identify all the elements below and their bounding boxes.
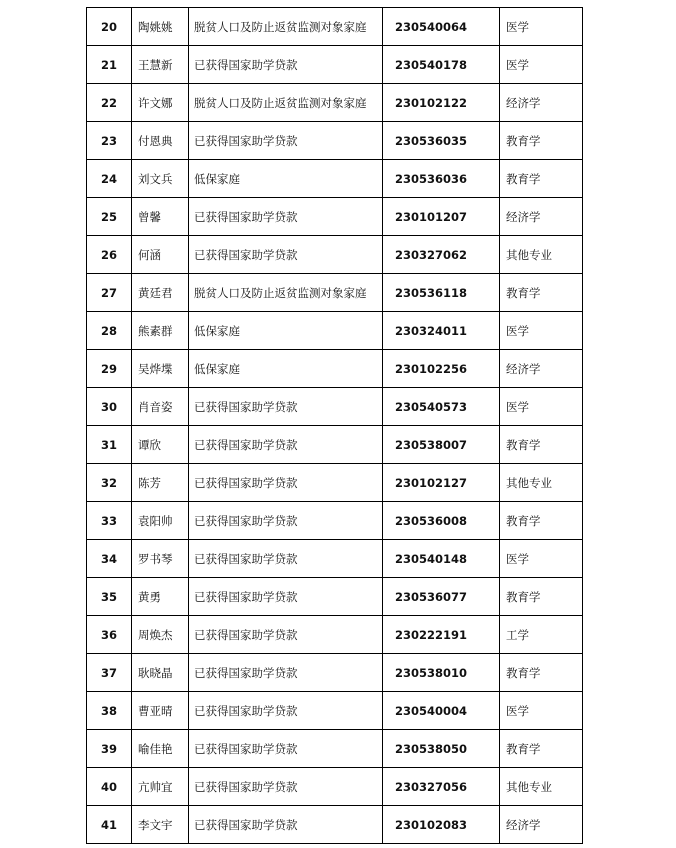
row-number-cell: 33 [87, 502, 132, 540]
aid-category-cell: 已获得国家助学贷款 [189, 540, 383, 578]
major-cell: 医学 [500, 8, 583, 46]
aid-category-cell: 已获得国家助学贷款 [189, 806, 383, 844]
aid-category-cell: 已获得国家助学贷款 [189, 426, 383, 464]
student-name-cell: 罗书琴 [132, 540, 189, 578]
aid-category-cell: 已获得国家助学贷款 [189, 46, 383, 84]
table-row [87, 350, 583, 388]
aid-category-cell: 已获得国家助学贷款 [189, 654, 383, 692]
major-cell: 教育学 [500, 122, 583, 160]
table-row [87, 692, 583, 730]
student-id-cell: 230327056 [383, 768, 500, 806]
major-cell: 教育学 [500, 502, 583, 540]
student-id-cell: 230538050 [383, 730, 500, 768]
major-cell: 其他专业 [500, 768, 583, 806]
major-cell: 教育学 [500, 426, 583, 464]
student-name-cell: 刘文兵 [132, 160, 189, 198]
major-cell: 其他专业 [500, 464, 583, 502]
student-name-cell: 亢帅宜 [132, 768, 189, 806]
table-row [87, 540, 583, 578]
aid-category-cell: 脱贫人口及防止返贫监测对象家庭 [189, 8, 383, 46]
major-cell: 经济学 [500, 84, 583, 122]
major-cell: 其他专业 [500, 236, 583, 274]
student-name-cell: 谭欣 [132, 426, 189, 464]
table-row [87, 46, 583, 84]
student-name-cell: 付恩典 [132, 122, 189, 160]
aid-category-cell: 低保家庭 [189, 312, 383, 350]
student-name-cell: 曹亚晴 [132, 692, 189, 730]
student-name-cell: 王慧新 [132, 46, 189, 84]
aid-category-cell: 已获得国家助学贷款 [189, 388, 383, 426]
student-list-table [86, 7, 583, 844]
table-row [87, 388, 583, 426]
student-name-cell: 肖音姿 [132, 388, 189, 426]
row-number-cell: 21 [87, 46, 132, 84]
row-number-cell: 40 [87, 768, 132, 806]
student-name-cell: 黄廷君 [132, 274, 189, 312]
student-list-table-wrapper [86, 7, 583, 844]
aid-category-cell: 已获得国家助学贷款 [189, 122, 383, 160]
student-name-cell: 李文宇 [132, 806, 189, 844]
student-name-cell: 耿晓晶 [132, 654, 189, 692]
row-number-cell: 35 [87, 578, 132, 616]
student-name-cell: 黄勇 [132, 578, 189, 616]
row-number-cell: 31 [87, 426, 132, 464]
table-row [87, 236, 583, 274]
row-number-cell: 29 [87, 350, 132, 388]
table-row [87, 160, 583, 198]
major-cell: 医学 [500, 46, 583, 84]
student-id-cell: 230102256 [383, 350, 500, 388]
table-row [87, 806, 583, 844]
aid-category-cell: 低保家庭 [189, 160, 383, 198]
student-name-cell: 袁阳帅 [132, 502, 189, 540]
aid-category-cell: 已获得国家助学贷款 [189, 616, 383, 654]
row-number-cell: 27 [87, 274, 132, 312]
student-id-cell: 230536118 [383, 274, 500, 312]
aid-category-cell: 低保家庭 [189, 350, 383, 388]
table-body [87, 8, 583, 844]
table-row [87, 464, 583, 502]
table-row [87, 8, 583, 46]
table-row [87, 578, 583, 616]
aid-category-cell: 已获得国家助学贷款 [189, 768, 383, 806]
table-row [87, 502, 583, 540]
student-id-cell: 230540148 [383, 540, 500, 578]
student-id-cell: 230540573 [383, 388, 500, 426]
row-number-cell: 36 [87, 616, 132, 654]
aid-category-cell: 已获得国家助学贷款 [189, 236, 383, 274]
row-number-cell: 41 [87, 806, 132, 844]
student-id-cell: 230327062 [383, 236, 500, 274]
student-id-cell: 230540004 [383, 692, 500, 730]
major-cell: 经济学 [500, 350, 583, 388]
aid-category-cell: 已获得国家助学贷款 [189, 464, 383, 502]
student-id-cell: 230324011 [383, 312, 500, 350]
row-number-cell: 20 [87, 8, 132, 46]
student-id-cell: 230540064 [383, 8, 500, 46]
row-number-cell: 37 [87, 654, 132, 692]
aid-category-cell: 已获得国家助学贷款 [189, 578, 383, 616]
row-number-cell: 30 [87, 388, 132, 426]
student-id-cell: 230538010 [383, 654, 500, 692]
student-name-cell: 陶姚姚 [132, 8, 189, 46]
student-id-cell: 230101207 [383, 198, 500, 236]
student-id-cell: 230538007 [383, 426, 500, 464]
student-id-cell: 230536077 [383, 578, 500, 616]
major-cell: 医学 [500, 540, 583, 578]
student-name-cell: 许文娜 [132, 84, 189, 122]
major-cell: 医学 [500, 692, 583, 730]
major-cell: 教育学 [500, 654, 583, 692]
major-cell: 经济学 [500, 806, 583, 844]
row-number-cell: 28 [87, 312, 132, 350]
student-name-cell: 陈芳 [132, 464, 189, 502]
student-id-cell: 230536008 [383, 502, 500, 540]
aid-category-cell: 已获得国家助学贷款 [189, 730, 383, 768]
student-id-cell: 230102127 [383, 464, 500, 502]
table-row [87, 312, 583, 350]
major-cell: 经济学 [500, 198, 583, 236]
table-row [87, 122, 583, 160]
aid-category-cell: 已获得国家助学贷款 [189, 502, 383, 540]
student-name-cell: 吴烨堞 [132, 350, 189, 388]
major-cell: 教育学 [500, 578, 583, 616]
major-cell: 医学 [500, 312, 583, 350]
row-number-cell: 23 [87, 122, 132, 160]
table-row [87, 654, 583, 692]
student-id-cell: 230102083 [383, 806, 500, 844]
aid-category-cell: 已获得国家助学贷款 [189, 198, 383, 236]
student-name-cell: 熊素群 [132, 312, 189, 350]
row-number-cell: 38 [87, 692, 132, 730]
row-number-cell: 26 [87, 236, 132, 274]
major-cell: 教育学 [500, 730, 583, 768]
row-number-cell: 34 [87, 540, 132, 578]
major-cell: 工学 [500, 616, 583, 654]
table-row [87, 274, 583, 312]
student-id-cell: 230536035 [383, 122, 500, 160]
major-cell: 教育学 [500, 160, 583, 198]
major-cell: 教育学 [500, 274, 583, 312]
row-number-cell: 39 [87, 730, 132, 768]
table-row [87, 616, 583, 654]
aid-category-cell: 脱贫人口及防止返贫监测对象家庭 [189, 274, 383, 312]
row-number-cell: 24 [87, 160, 132, 198]
table-row [87, 84, 583, 122]
table-row [87, 730, 583, 768]
aid-category-cell: 脱贫人口及防止返贫监测对象家庭 [189, 84, 383, 122]
row-number-cell: 22 [87, 84, 132, 122]
table-row [87, 768, 583, 806]
student-name-cell: 何涵 [132, 236, 189, 274]
table-row [87, 426, 583, 464]
student-id-cell: 230540178 [383, 46, 500, 84]
student-id-cell: 230102122 [383, 84, 500, 122]
table-row [87, 198, 583, 236]
student-id-cell: 230222191 [383, 616, 500, 654]
student-name-cell: 喻佳艳 [132, 730, 189, 768]
student-name-cell: 曾馨 [132, 198, 189, 236]
major-cell: 医学 [500, 388, 583, 426]
row-number-cell: 32 [87, 464, 132, 502]
student-name-cell: 周焕杰 [132, 616, 189, 654]
row-number-cell: 25 [87, 198, 132, 236]
aid-category-cell: 已获得国家助学贷款 [189, 692, 383, 730]
student-id-cell: 230536036 [383, 160, 500, 198]
